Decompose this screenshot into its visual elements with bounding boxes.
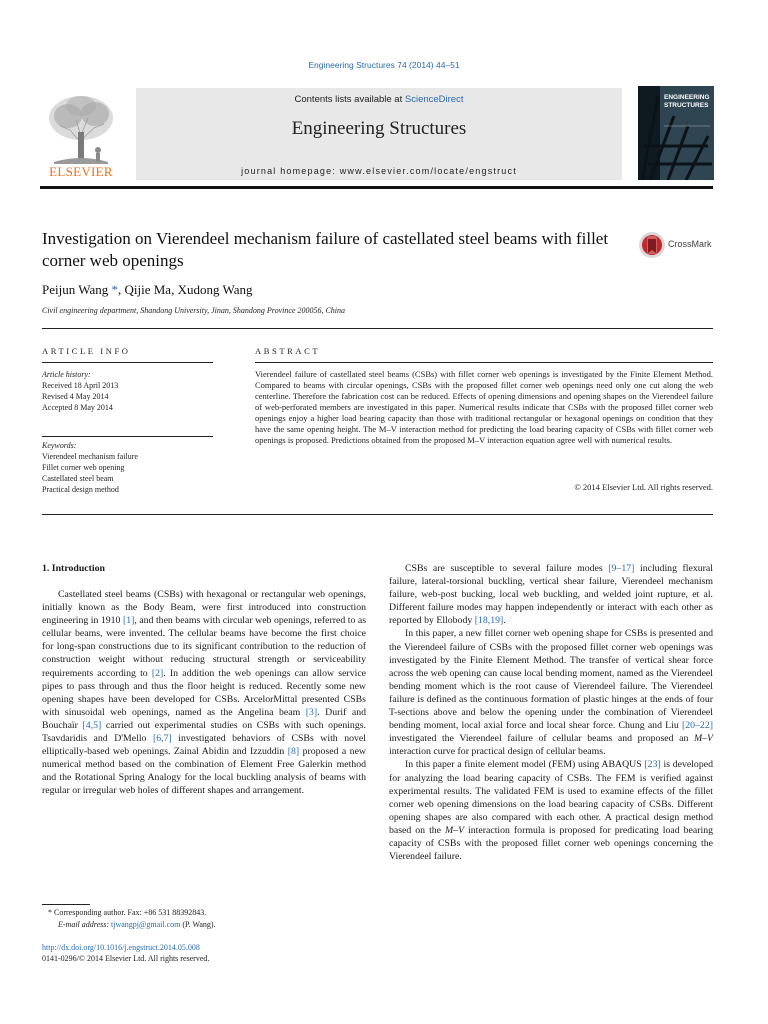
keyword-item: Castellated steel beam	[42, 474, 114, 483]
keywords-label: Keywords:	[42, 441, 77, 450]
doi-block	[42, 942, 366, 964]
crossmark-badge[interactable]	[638, 229, 718, 261]
intro-paragraph	[389, 627, 713, 758]
citation-link[interactable]: [23]	[644, 759, 661, 771]
coauthors: , Qijie Ma, Xudong Wang	[118, 282, 253, 297]
affiliation: Civil engineering department, Shandong University, Jinan, Shandong Province 200056, China	[42, 306, 345, 315]
keywords-list	[42, 440, 217, 495]
body-text: proposed a new numerical method based on the combination of Element Free Galerkin method and the Rotational Spring Analogy for the local buckling analysis of beams with regular or irregular web holes of different shapes and arrangement.	[42, 746, 366, 797]
keyword-item: Practical design method	[42, 485, 119, 494]
intro-paragraph	[389, 562, 713, 627]
elsevier-logo[interactable]	[40, 88, 122, 180]
citation-link[interactable]: [8]	[287, 746, 300, 758]
homepage-link[interactable]: www.elsevier.com/locate/engstruct	[339, 166, 517, 176]
history-revised: Revised 4 May 2014	[42, 392, 109, 401]
abstract-text: Vierendeel failure of castellated steel beams (CSBs) with fillet corner web openings is investigated by the Finite Element Method. Compared to beams with circular openings, CSBs with the proposed fillet corner web openings need only one cut along the web centerline. Therefore the fabrication cost can be reduced. Effects of opening dimensions and opening shapes on the Vierendeel failure of web-perforated members are investigated in this paper. Numerical results indicate that CSBs with the proposed fillet corner web openings enjoy a higher load bearing capacity than those with traditional rectangular or hexagonal openings on condition that they have the same opening height. The M–V interaction method for predicting the load bearing capacity of CSBs with fillet corner web openings is proposed. Predictions obtained from the proposed M–V interaction equation agree well with numerical results.	[255, 369, 713, 445]
body-text: carried out experimental studies on CSBs with such openings. Tsavdaridis and D'Mello	[42, 719, 366, 745]
email-suffix: (P. Wang).	[180, 920, 216, 929]
body-text: interaction curve for practical design of cellular beams.	[389, 746, 606, 758]
abstract-rule	[255, 362, 713, 363]
contents-line	[136, 94, 622, 105]
abstract-divider	[42, 514, 713, 515]
journal-header-band	[136, 88, 622, 180]
history-received: Received 18 April 2013	[42, 381, 119, 390]
abstract-heading: ABSTRACT	[255, 346, 321, 356]
sciencedirect-link[interactable]: ScienceDirect	[404, 94, 464, 105]
keyword-item: Fillet corner web opening	[42, 463, 125, 472]
email-line	[42, 919, 366, 931]
journal-cover-thumbnail[interactable]	[638, 86, 714, 180]
cover-title-line-1: ENGINEERING	[664, 94, 710, 101]
issn-line: 0141-0296/© 2014 Elsevier Ltd. All rights reserved.	[42, 954, 210, 963]
italic-term: M–V	[445, 824, 465, 836]
footnote-rule	[42, 904, 90, 905]
author-name: Peijun Wang	[42, 282, 109, 297]
intro-paragraph	[42, 588, 366, 798]
history-accepted: Accepted 8 May 2014	[42, 403, 113, 412]
body-text: investigated the Vierendeel failure of cellular beams and proposed an	[389, 733, 694, 745]
intro-right-column	[389, 562, 713, 863]
history-label: Article history:	[42, 370, 91, 379]
body-text: is developed for analyzing the load bearing capacity of CSBs. The FEM is verified against experimental results. The validated FEM is used to examine effects of the fillet corner web opening dimensions on the load bearing capacity of CSBs. Different opening shapes are also compared with each other. A practical design method based on the	[389, 759, 713, 836]
email-link[interactable]: tjwangpj@gmail.com	[111, 920, 181, 929]
keyword-item: Vierendeel mechanism failure	[42, 452, 138, 461]
intro-paragraph	[389, 758, 713, 863]
body-text: , and then beams with circular web openings, referred to as cellular beams, were invented. The cellular beams have become the first choice for long-span constructions due to its significant contribution to the reduction of construction weight without reducing structural strength or serviceability requirements according to	[42, 615, 367, 679]
keywords-rule	[42, 436, 213, 437]
footnote-marker: *	[48, 908, 52, 917]
body-text: investigated behaviors of CSBs with novel elliptically-based web openings. Zainal Abidin and Izzuddin	[42, 733, 366, 758]
title-divider	[42, 328, 713, 329]
email-label: E-mail address:	[58, 920, 112, 929]
cover-title	[664, 94, 711, 110]
corresponding-author-note	[42, 907, 366, 919]
body-text: interaction formula is proposed for predicating load bearing capacity of CSBs with the proposed fillet corner web openings concerning the Vierendeel failure.	[389, 824, 713, 863]
author-list	[42, 282, 252, 298]
crossmark-label: CrossMark	[668, 239, 712, 249]
article-title: Investigation on Vierendeel mechanism failure of castellated steel beams with fillet corner web openings	[42, 229, 609, 270]
citation-link[interactable]: [2]	[151, 667, 164, 679]
homepage-prefix: journal homepage:	[241, 166, 340, 176]
citation-link[interactable]: [3]	[305, 706, 318, 718]
abstract-copyright: © 2014 Elsevier Ltd. All rights reserved.	[574, 482, 713, 492]
elsevier-wordmark: ELSEVIER	[49, 164, 113, 179]
citation-link[interactable]: [20–22]	[681, 720, 713, 732]
body-text: including flexural failure, lateral-torsional buckling, vertical shear failure, Vierendeel mechanism failure, web-post bucking, local web buckling, and welded joint rupture, et al. Different failure modes may happen independently or interact with each other as reported by Ellobody	[389, 563, 714, 627]
body-text: . In addition the web openings can allow service pipes to pass through and thus the floor height is reduced. Recently some new opening shapes have been developed for CSBs. ArcelorMittal presented CSBs with sinusoidal web openings, named as the Angelina beam	[42, 667, 367, 718]
doi-link[interactable]: http://dx.doi.org/10.1016/j.engstruct.2014.05.008	[42, 943, 200, 952]
contents-prefix: Contents lists available at	[294, 94, 405, 105]
crossmark-icon	[638, 229, 666, 261]
article-info-heading: ARTICLE INFO	[42, 346, 131, 356]
italic-term: M–V	[693, 733, 713, 745]
body-text: In this paper a finite element model (FEM) using ABAQUS	[405, 759, 645, 771]
cover-title-line-2: STRUCTURES	[664, 102, 709, 109]
citation-link[interactable]: [9–17]	[608, 563, 635, 574]
journal-citation[interactable]: Engineering Structures 74 (2014) 44–51	[308, 60, 460, 70]
citation-link[interactable]: [4,5]	[82, 719, 102, 731]
article-info-rule	[42, 362, 213, 363]
body-text: In this paper, a new fillet corner web opening shape for CSBs is presented and the Vierendeel failure of CSBs with the proposed fillet corner web openings was investigated by the Finite Element Method. The transfer of vertical shear force across the web opening can cause local bending moment, named as the Vierendeel bending moment which is the root cause of Vierendeel failure. The Vierendeel failure is defined as the continuous formation of plastic hinges at the ends of four T-sections above and below the opening under the combination of Vierendeel bending moment, local axial force and local shear force. Chung and Liu	[389, 628, 713, 732]
header-divider	[40, 186, 713, 189]
corresponding-author-marker[interactable]: *	[111, 282, 118, 297]
footnote	[42, 907, 366, 931]
body-text: .	[503, 615, 506, 627]
citation-link[interactable]: [6,7]	[152, 733, 172, 745]
article-history	[42, 369, 217, 413]
body-text: . Durif and Bouchaïr	[42, 706, 366, 731]
citation-link[interactable]: [18,19]	[474, 615, 504, 627]
section-heading: 1. Introduction	[42, 563, 105, 574]
body-text: Castellated steel beams (CSBs) with hexagonal or rectangular web openings, initially known as the Body Beam, were first introduced into construction engineering in 1910	[42, 589, 366, 627]
citation-link[interactable]: [1]	[122, 615, 135, 627]
body-text: CSBs are susceptible to several failure modes	[405, 563, 609, 574]
footnote-corresponding: Corresponding author. Fax: +86 531 88392843.	[54, 908, 207, 917]
journal-homepage	[136, 166, 622, 176]
journal-title: Engineering Structures	[291, 118, 467, 139]
intro-left-column	[42, 588, 366, 798]
